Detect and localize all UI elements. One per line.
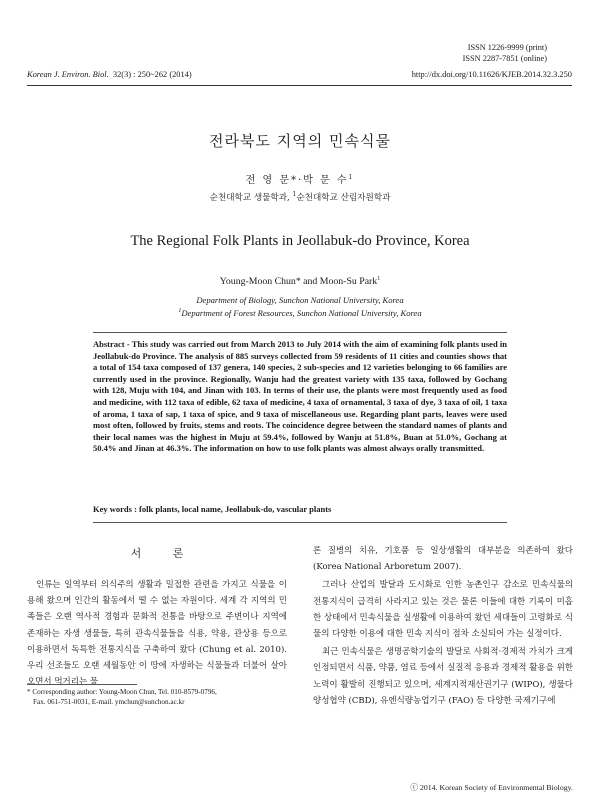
corresponding-author-footnote	[27, 687, 297, 707]
abstract-top-rule	[93, 332, 507, 333]
english-affiliation-1: Department of Biology, Sunchon National University, Korea	[196, 295, 404, 305]
keywords-label: Key words :	[93, 504, 137, 514]
english-authors	[0, 276, 600, 287]
intro-paragraph-1-cont: 론 질병의 치유, 기호품 등 일상생활의 대부분을 의존하여 왔다 (Korea National Arboretum 2007).	[313, 546, 573, 573]
issn-print: ISSN 1226-9999 (print)	[467, 43, 547, 52]
korean-title: 전라북도 지역의 민속식물	[209, 132, 391, 150]
intro-paragraph-3: 최근 민속식물은 생명공학기술의 발달로 사회적·경제적 가치가 크게 인정되면서 식품, 약품, 염료 등에서 실질적 응용과 경제적 활용을 위한 노력이 활발히 진행되고 있으며, 세계지적재산권기구 (WIPO), 생물다양성협약 (CBD), 유엔식량농업기구 (FAO) 등 다양한 국제기구에	[313, 647, 573, 706]
journal-line	[27, 70, 572, 82]
right-column	[313, 543, 573, 709]
english-author-names: Young-Moon Chun* and Moon-Su Park	[219, 276, 378, 287]
korean-affiliation-1: 순천대학교 생물학과,	[209, 193, 293, 203]
intro-paragraph-2: 그러나 산업의 발달과 도시화로 인한 농촌인구 감소로 민속식물의 전통지식이 급격히 사라지고 있는 것은 물론 이들에 대한 기록이 미흡한 상태에서 민속식물을 실생활에 이용하여 왔던 세대들이 고령화로 식물의 다양한 이용에 대한 민속 지식이 점차 소실되어 가는 실정이다.	[313, 580, 573, 640]
korean-author-sup: 1	[348, 174, 355, 181]
keywords	[93, 504, 507, 514]
issn-online: ISSN 2287-7851 (online)	[462, 53, 547, 63]
korean-affiliation-2: 순천대학교 산림자원학과	[296, 193, 391, 203]
left-column	[27, 545, 287, 690]
header-rule	[27, 85, 572, 86]
journal-volume: 32(3) : 250~262 (2014)	[112, 70, 192, 79]
english-title: The Regional Folk Plants in Jeollabuk-do Province, Korea	[130, 233, 470, 249]
korean-affiliation-sup: 1	[292, 191, 297, 198]
footnote-line-2: Fax. 061-751-0031, E-mail. ymchun@sunchon.ac.kr	[33, 698, 185, 706]
english-author-sup: 1	[377, 276, 381, 282]
english-affiliation-2: Department of Forest Resources, Sunchon National University, Korea	[181, 308, 422, 318]
korean-author-names: 전 영 문*·박 문 수	[245, 175, 349, 186]
footnote-rule	[27, 684, 137, 685]
section-heading-intro: 서 론	[130, 547, 198, 560]
issn-block	[347, 43, 547, 64]
abstract	[93, 339, 507, 455]
abstract-label: Abstract	[93, 339, 125, 349]
korean-authors	[0, 171, 600, 186]
intro-paragraph-1: 인류는 일역부터 의식주의 생활과 밀접한 관련을 가지고 식물을 이용해 왔으며 인간의 활동에서 떨 수 없는 자원이다. 세계 각 지역의 민족들은 오랜 역사적 경험과 문화적 전통을 바탕으로 주변이나 지역에 존재하는 자생 생물들, 특히 관속식물들을 식용, 약용, 관상용 등으로 이용하면서 독특한 전통지식을 구축하여 왔다 (Chung et al. 2010). 우리 선조들도 오랜 세월동안 이 땅에 자생하는 식물들과 더불어 살아오면서 먹거리는 물	[27, 580, 287, 688]
english-affiliation-2-line	[0, 308, 600, 318]
doi-link[interactable]: http://dx.doi.org/10.11626/KJEB.2014.32.3.250	[411, 70, 572, 79]
footnote-line-1: * Corresponding author: Young-Moon Chun, Tel. 010-8579-0796,	[27, 688, 217, 696]
journal-citation	[27, 70, 192, 79]
copyright-notice: ⓒ 2014. Korean Society of Environmental Biology.	[410, 783, 573, 792]
english-affiliation-sup: 1	[178, 308, 182, 314]
abstract-text: - This study was carried out from March 2013 to July 2014 with the aim of examining folk plants used in Jeollabuk-do Province. The analysis of 885 surveys collected from 59 residents of 11 cities and counties shows that a total of 154 taxa composed of 137 genera, 140 species, 2 sub-species and 12 varieties belonging to 66 families are currently used in the province. Regionally, Wanju had the greatest variety with 135 taxa, followed by Gochang with 128, Muju with 104, and Jinan with 103. In terms of their use, the plants were most frequently used as food and medicine, with 112 taxa of edible, 62 taxa of medicine, 4 taxa of ornamental, 3 taxa of dye, 3 taxa of oil, 1 taxa of aroma, 1 taxa of sap, 1 taxa of spice, and 9 taxa of miscellaneous use. Regarding plant parts, leaves were used most often, followed by fruits, stems and roots. The coincidence degree between the standard names of plants and their local names was the highest in Muju at 59.4%, followed by Wanju at 51.8%, Buan at 51.0%, Gochang at 50.4% and Jinan at 46.3%. The information on how to use folk plants was almost always orally transmitted.	[93, 339, 507, 454]
journal-name: Korean J. Environ. Biol.	[27, 70, 109, 79]
keywords-text: folk plants, local name, Jeollabuk-do, vascular plants	[139, 504, 332, 514]
korean-affiliations	[0, 191, 600, 203]
abstract-bottom-rule	[93, 522, 507, 523]
